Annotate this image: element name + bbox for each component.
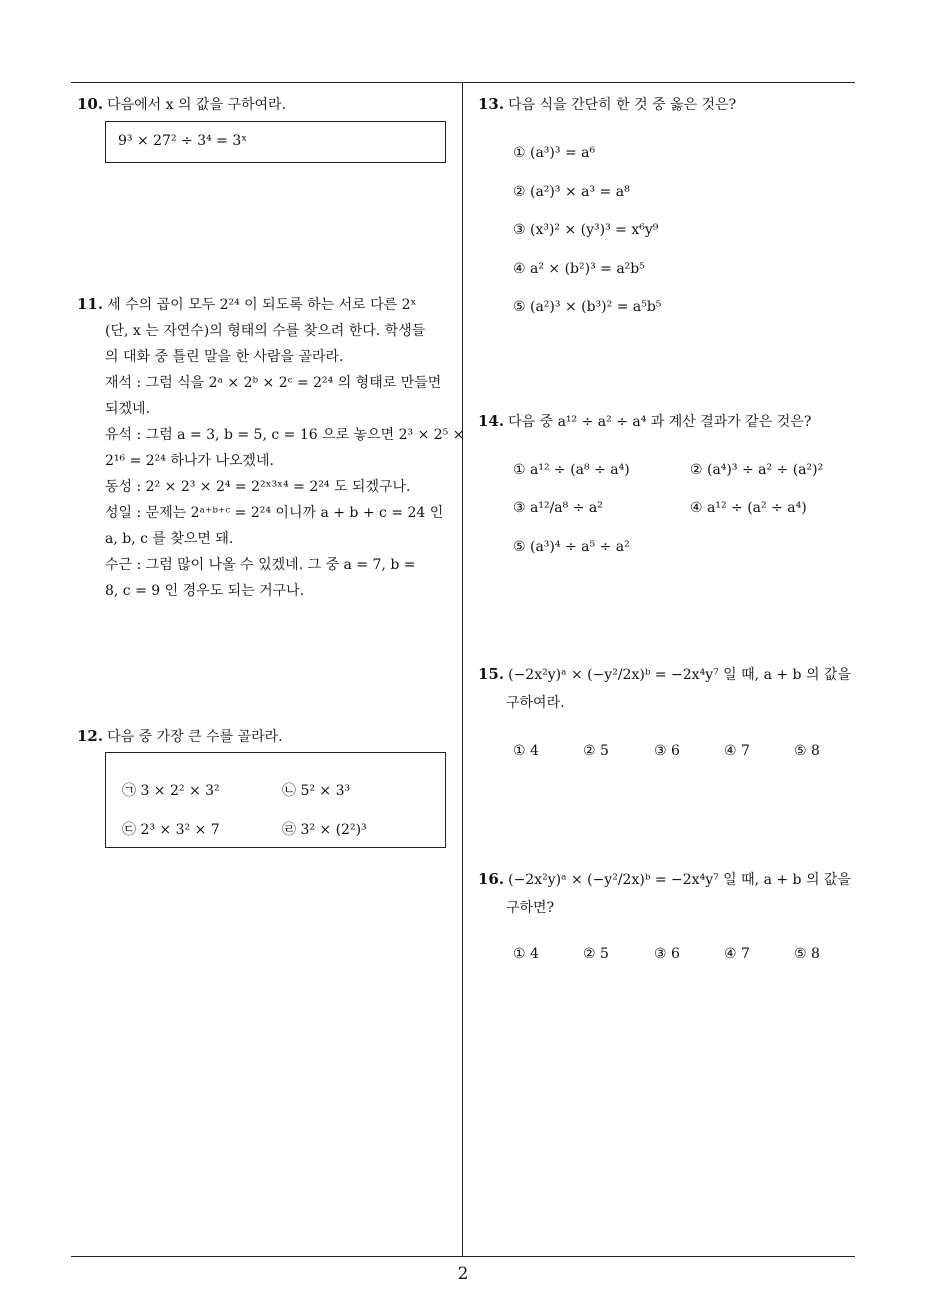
page-number: 2 [457,1264,469,1284]
q15-option-4: ④ 7 [724,743,750,759]
q11-line-6: 유석 : 그럼 a = 3, b = 5, c = 16 으로 놓으면 2³ × 2⁵ × [105,427,465,443]
q13-option-4: ④ a² × (b²)³ = a²b⁵ [513,261,645,277]
q12-text: 다음 중 가장 큰 수를 골라라. [107,729,283,745]
q14-option-2: ② (a⁴)³ ÷ a² ÷ (a²)² [690,462,824,478]
q12-item-1: ㉠ 3 × 2² × 3² [122,783,220,799]
q15-option-3: ③ 6 [654,743,680,759]
q16-option-5: ⑤ 8 [794,946,820,962]
q12-box [105,752,446,848]
q15-expression: (−2x²y)ᵃ × (−y²/2x)ᵇ = −2x⁴y⁷ [508,667,719,683]
q16-option-3: ③ 6 [654,946,680,962]
q14-option-4: ④ a¹² ÷ (a² ÷ a⁴) [690,500,807,516]
q16-option-1: ① 4 [513,946,539,962]
q10-box [105,121,446,163]
q15-option-5: ⑤ 8 [794,743,820,759]
q13-text: 다음 식을 간단히 한 것 중 옳은 것은? [508,97,737,113]
q11-line-2: (단, x 는 자연수)의 형태의 수를 찾으려 한다. 학생들 [105,323,426,339]
q13-option-5: ⑤ (a²)³ × (b³)² = a⁵b⁵ [513,299,662,315]
q14-option-1: ① a¹² ÷ (a⁸ ÷ a⁴) [513,462,630,478]
q13-number: 13. [478,95,505,113]
q11-line-11: 수근 : 그럼 많이 나올 수 있겠네. 그 중 a = 7, b = [105,557,416,573]
q12-prompt [77,726,283,746]
q11-line-5: 되겠네. [105,401,151,417]
q12-item-4: ㉣ 3² × (2²)³ [282,822,367,838]
q15-option-2: ② 5 [583,743,609,759]
q15-text-line2: 구하여라. [506,695,565,711]
q13-prompt [478,94,736,114]
q16-text-line2: 구하면? [506,900,555,916]
q15-prompt [478,664,851,684]
q15-text-end: 일 때, a + b 의 값을 [723,667,851,683]
q11-line-4: 재석 : 그럼 식을 2ᵃ × 2ᵇ × 2ᶜ = 2²⁴ 의 형태로 만들면 [105,375,442,391]
bottom-rule [71,1256,855,1257]
q12-item-3: ㉢ 2³ × 3² × 7 [122,822,220,838]
q16-text-end: 일 때, a + b 의 값을 [723,872,851,888]
q11-line-7: 2¹⁶ = 2²⁴ 하나가 나오겠네. [105,453,274,469]
column-divider [462,82,463,1256]
q13-option-3: ③ (x³)² × (y³)³ = x⁶y⁹ [513,222,659,238]
q13-option-2: ② (a²)³ × a³ = a⁸ [513,184,630,200]
q13-option-1: ① (a³)³ = a⁶ [513,145,596,161]
q11-line-1: 11. 세 수의 곱이 모두 2²⁴ 이 되도록 하는 서로 다른 2ˣ [77,295,417,313]
q15-number: 15. [478,665,505,683]
q10-prompt [77,94,286,114]
q10-text: 다음에서 x 의 값을 구하여라. [107,97,287,113]
top-rule [71,82,855,83]
q10-number: 10. [77,95,104,113]
q14-text: 다음 중 a¹² ÷ a² ÷ a⁴ 과 계산 결과가 같은 것은? [508,414,812,430]
q14-prompt [478,411,811,431]
q11-line-3: 의 대화 중 틀린 말을 한 사람을 골라라. [105,349,344,365]
q11-line-8: 동성 : 2² × 2³ × 2⁴ = 2²ˣ³ˣ⁴ = 2²⁴ 도 되겠구나. [105,479,411,495]
q15-option-1: ① 4 [513,743,539,759]
q10-expression: 9³ × 27² ÷ 3⁴ = 3ˣ [118,133,248,149]
q11-line-10: a, b, c 를 찾으면 돼. [105,531,234,547]
q12-number: 12. [77,727,104,745]
q11-number: 11. [77,295,104,313]
q11-line-9: 성일 : 문제는 2ᵃ⁺ᵇ⁺ᶜ = 2²⁴ 이니까 a + b + c = 24 인 [105,505,444,521]
q16-expression: (−2x²y)ᵃ × (−y²/2x)ᵇ = −2x⁴y⁷ [508,872,719,888]
q16-option-4: ④ 7 [724,946,750,962]
q11-line-12: 8, c = 9 인 경우도 되는 거구나. [105,583,305,599]
q14-option-5: ⑤ (a³)⁴ ÷ a⁵ ÷ a² [513,539,630,555]
q14-number: 14. [478,412,505,430]
q14-option-3: ③ a¹²/a⁸ ÷ a² [513,500,603,516]
q16-prompt [478,869,851,889]
q12-item-2: ㉡ 5² × 3³ [282,783,351,799]
q16-option-2: ② 5 [583,946,609,962]
q16-number: 16. [478,870,505,888]
